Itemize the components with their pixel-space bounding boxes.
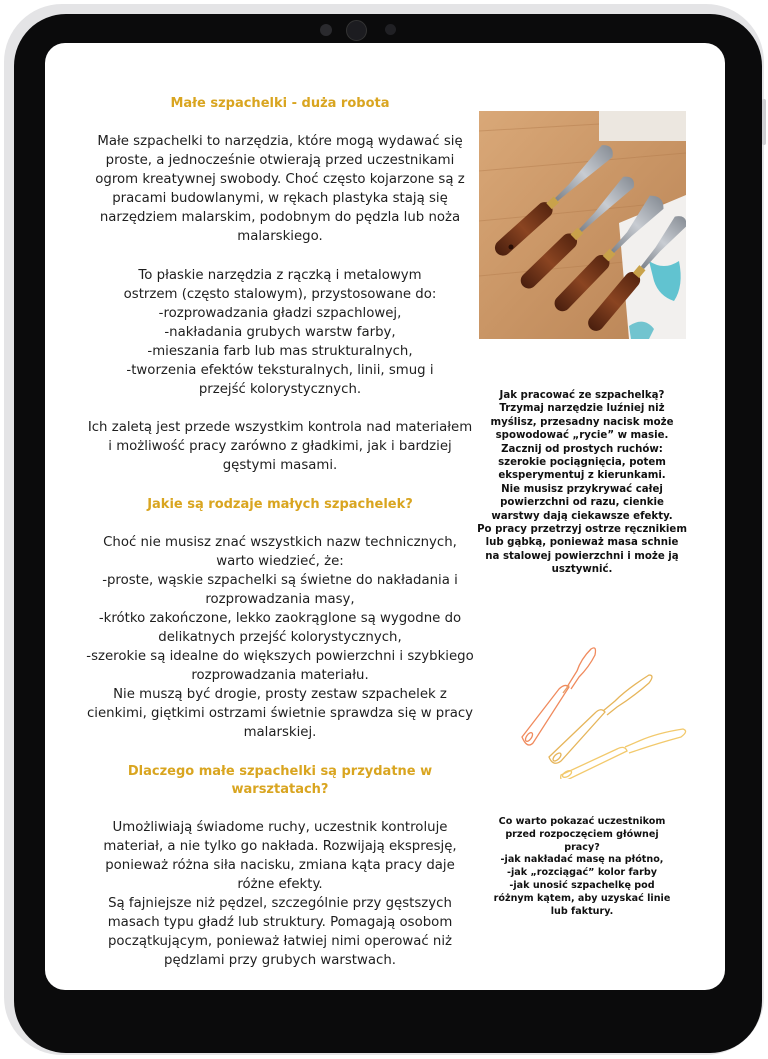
why-paragraph: Umożliwiają świadome ruchy, uczestnik kontroluje materiał, a nie tylko go nakłada. Rozwijają ekspresję, ponieważ różna siła nacisku, zmiana kąta pracy daje różne efekty. Są fajniejsze niż pędzel, szczególnie przy gęstszych masach typu gładź lub struktury. Pomagają osobom początkującym, ponieważ łatwiej nimi operować niż pędzlami przy grubych warstwach. xyxy=(103,819,457,969)
tips-box: Jak pracować ze szpachelką? Trzymaj narzędzie luźniej niż myślisz, przesadny nacisk może spowodować „rycie” w masie. Zacznij od prostych ruchów: szerokie pociągnięcia, potem eksperymentuj z kierunkami. Nie musisz przykrywać całej powierzchni od razu, cienkie warstwy dają ciekawsze efekty. Po pracy przetrzyj ostrze ręcznikiem lub gąbką, ponieważ masa schnie na stalowej powierzchni i może ją usztywnić. xyxy=(477,390,687,576)
intro-paragraph: Małe szpachelki to narzędzia, które mogą wydawać się proste, a jednocześnie otwierają przed uczestnikami ogrom kreatywnej swobody. Choć często kojarzone są z pracami budowlanymi, w rękach plastyka stają się narzędziem malarskim, podobnym do pędzla lub noża malarskiego. xyxy=(95,134,465,245)
palette-knives-photo xyxy=(479,111,686,339)
advantage-paragraph: Ich zaletą jest przede wszystkim kontrola nad materiałem i możliwość pracy zarówno z gładkimi, jak i bardziej gęstymi masami. xyxy=(87,420,473,474)
sketch-knife-3 xyxy=(561,729,686,779)
article-column xyxy=(85,43,475,970)
flash-icon xyxy=(385,24,396,35)
page-title: Małe szpachelki - duża robota xyxy=(170,96,390,111)
knives-illustration xyxy=(517,609,687,779)
why-heading: Dlaczego małe szpachelki są przydatne w warsztatach? xyxy=(127,763,433,797)
sensor-icon xyxy=(320,24,332,36)
side-button xyxy=(762,99,766,145)
questions-box: Co warto pokazać uczestnikom przed rozpoczęciem głównej pracy? -jak nakładać masę na płótno, -jak „rozciągać” kolor farby -jak unosić szpachelkę pod różnym kątem, aby uzyskać linie lub faktury. xyxy=(493,816,671,917)
document-page xyxy=(45,43,725,990)
camera-icon xyxy=(346,20,367,41)
types-heading: Jakie są rodzaje małych szpachelek? xyxy=(147,496,413,512)
uses-paragraph: To płaskie narzędzia z rączką i metalowym ostrzem (często stalowym), przystosowane do: -rozprowadzania gładzi szpachlowej, -nakładania grubych warstw farby, -mieszania farb lub mas strukturalnych, -tworzenia efektów teksturalnych, linii, smug i przejść kolorystycznych. xyxy=(123,267,437,398)
types-paragraph: Choć nie musisz znać wszystkich nazw technicznych, warto wiedzieć, że: -proste, wąskie szpachelki są świetne do nakładania i rozprowadzania masy, -krótko zakończone, lekko zaokrąglone są wygodne do delikatnych przejść kolorystycznych, -szerokie są idealne do większych powierzchni i szybkiego rozprowadzania materiału. Nie muszą być drogie, prosty zestaw szpachelek z cienkimi, giętkimi ostrzami świetnie sprawdza się w pracy malarskiej. xyxy=(86,534,474,741)
sketch-knife-1 xyxy=(522,648,596,745)
